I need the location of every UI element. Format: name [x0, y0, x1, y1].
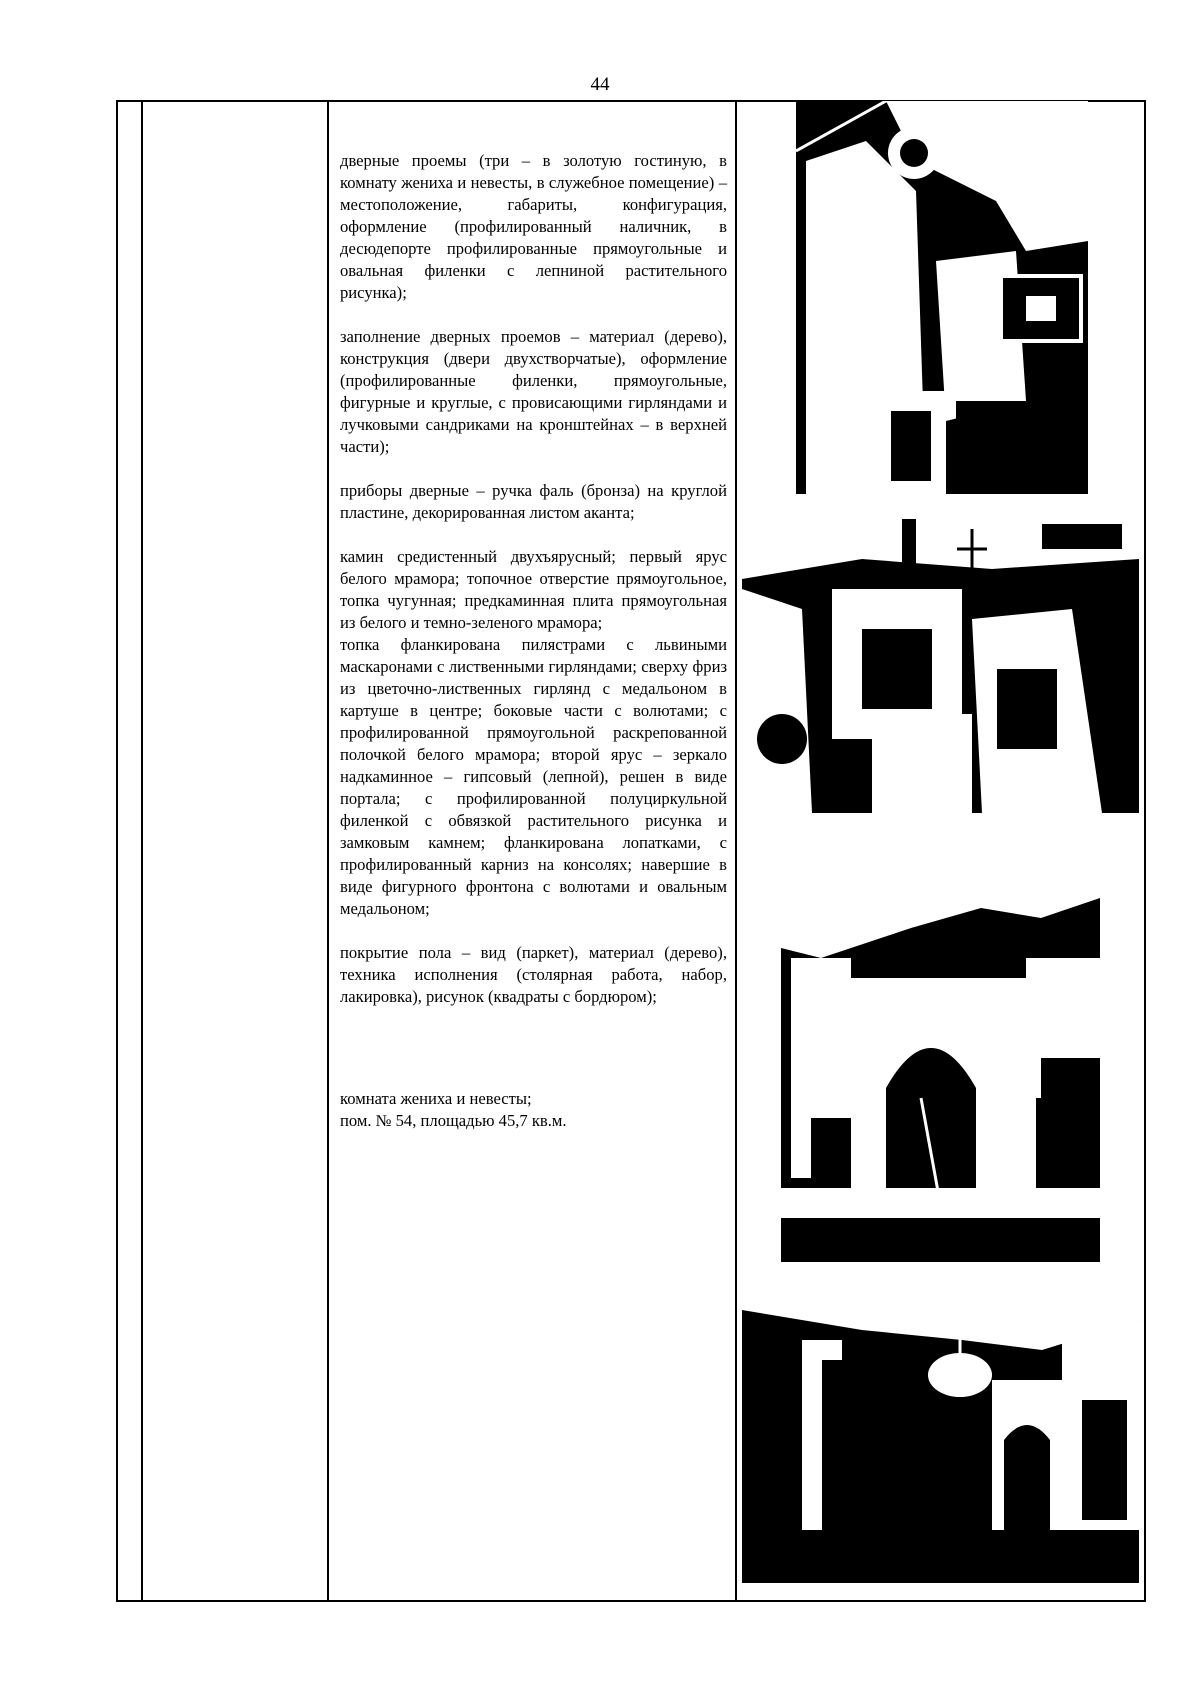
paragraph-fireplace-detail: топка фланкирована пилястрами с львиными маскаронами с лиственными гирляндами; сверху фриз из цветочно-лиственных гирлянд с медальоном в картуше в центре; боковые части с волютами; с профилированной прямоугольной раскрепованной полочкой белого мрамора; второй ярус – зеркало надкаминное – гипсовый (лепной), решен в виде портала; с профилированной полуциркульной филенкой с обвязкой растительного рисунка и замковым камнем; фланкирована лопатками, с профилированный карниз на консолях; навершие в виде фигурного фронтона с волютами и овальным медальоном;: [340, 635, 727, 918]
paragraph-door-hardware: приборы дверные – ручка фаль (бронза) на круглой пластине, декорированная листом аканта;: [340, 481, 727, 522]
column-divider: [327, 100, 329, 1602]
column-divider: [735, 100, 737, 1602]
photo-fireplace-lower: [742, 519, 1139, 813]
room-title: комната жениха и невесты;: [340, 1089, 532, 1108]
photo-overmantel: [781, 838, 1100, 1262]
page-number: 44: [590, 74, 610, 95]
paragraph-floor: покрытие пола – вид (паркет), материал (дерево), техника исполнения (столярная работа, набор, лакировка), рисунок (квадраты с бордюром);: [340, 943, 727, 1006]
paragraph-door-fill: заполнение дверных проемов – материал (дерево), конструкция (двери двухстворчатые), оформление (профилированные филенки, прямоугольные, фигурные и круглые, с провисающими гирляндами и лучковыми сандриками на кронштейнах – в верхней части);: [340, 327, 727, 456]
room-area: пом. № 54, площадью 45,7 кв.м.: [340, 1111, 567, 1130]
photo-room-chandelier: [742, 1290, 1139, 1583]
paragraph-fireplace: камин средистенный двухъярусный; первый ярус белого мрамора; топочное отверстие прямоугольное, топка чугунная; предкаминная плита прямоугольная из белого и темно-зеленого мрамора;: [340, 547, 727, 632]
paragraph-doorways: дверные проемы (три – в золотую гостиную, в комнату жениха и невесты, в служебное помещение) – местоположение, габариты, конфигурация, оформление (профилированный наличник, в десюдепорте профилированные прямоугольные и овальная филенки с лепниной растительного рисунка);: [340, 151, 727, 302]
description-column: [340, 150, 727, 1154]
photo-doorway: [796, 101, 1088, 494]
column-divider: [141, 100, 143, 1602]
